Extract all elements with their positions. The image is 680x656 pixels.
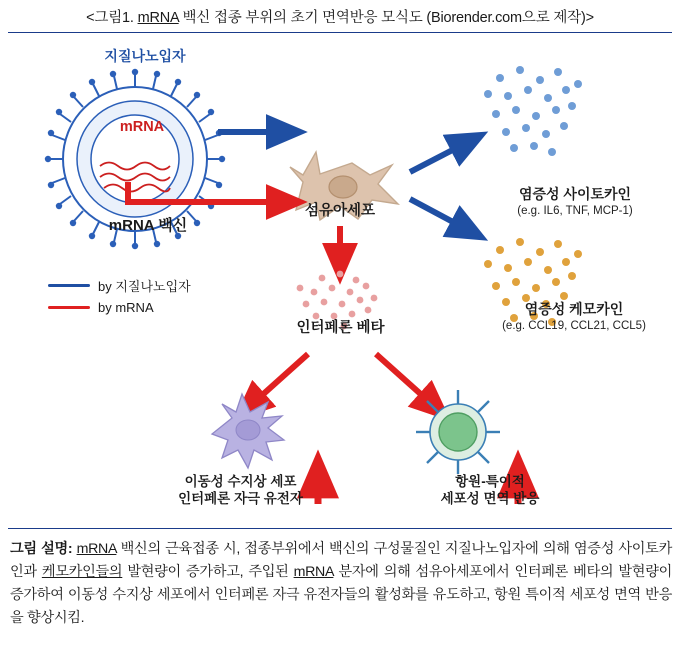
legend-label-mrna: by mRNA (98, 299, 154, 315)
dendritic-cell-label-line1: 이동성 수지상 세포 (184, 474, 297, 489)
cytokine-dots (484, 66, 582, 156)
dendritic-cell-graphic (212, 394, 284, 468)
arrow-interferon-to-dendritic-cell (250, 354, 308, 406)
divider-top (8, 32, 672, 33)
figure-title-bracket-open: < (86, 10, 95, 26)
chemokine-label: 염증성 케모카인 (524, 301, 624, 317)
legend-swatch-blue (48, 284, 90, 287)
diagram-canvas (0, 34, 680, 526)
legend-item-lnp (48, 274, 191, 296)
mrna-inner-label: mRNA (119, 119, 165, 135)
divider-bottom (8, 528, 672, 529)
figure-title (0, 6, 680, 27)
cytokine-examples: (e.g. IL6, TNF, MCP-1) (517, 204, 633, 217)
interferon-beta-label: 인터페론 베타 (296, 320, 385, 336)
figure-title-rest: 백신 접종 부위의 초기 면역반응 모식도 (Biorender.com으로 제작)> (182, 10, 594, 26)
legend-swatch-red (48, 306, 90, 309)
tcell-graphic (416, 390, 500, 474)
description-underline-2: 케모카인들의 (41, 564, 123, 580)
chemokine-examples: (e.g. CCL19, CCL21, CCL5) (502, 319, 646, 332)
arrow-interferon-to-tcell (376, 354, 434, 406)
legend (48, 274, 191, 318)
mrna-vaccine-label: mRNA 백신 (108, 217, 188, 234)
lipid-nanoparticle-label: 지질나노입자 (104, 48, 186, 64)
description-underline-3: mRNA (293, 564, 334, 580)
description-part-2: 백신의 근육접종 시, 접종부위에서 백신의 구성물질인 지질나노입자에 의해 염증성 사이토카인과 (10, 541, 672, 580)
arrow-fibroblast-to-cytokine (410, 142, 468, 172)
tcell-label-group (390, 474, 590, 508)
fibroblast-label: 섬유아세포 (304, 203, 376, 219)
tcell-label-line1: 항원-특이적 (455, 474, 525, 489)
chemokine-label-group (468, 301, 680, 333)
figure-title-mrna: mRNA (137, 10, 179, 26)
cytokine-label: 염증성 사이토카인 (518, 186, 632, 202)
description-underline-1: mRNA (76, 541, 117, 557)
description-part-4: 분자에 의해 섬유아세포에서 인터페론 베타의 발현량이 증가하여 이동성 수지상 세포에서 인터페론 자극 유전자들의 활성화를 유도하고, 항원 특이적 세포성 면역 반응을 향상시킴. (10, 564, 672, 626)
legend-item-mrna (48, 296, 191, 318)
figure-title-label: 그림1. (94, 10, 134, 26)
description-part-3: 발현량이 증가하고, 주입된 (122, 564, 294, 580)
figure-description (10, 538, 672, 630)
legend-label-lnp: by 지질나노입자 (98, 278, 191, 294)
dendritic-cell-label-group (128, 474, 353, 508)
cytokine-label-group (470, 186, 680, 218)
dendritic-cell-label-line2: 인터페론 자극 유전자 (178, 490, 303, 506)
description-label: 그림 설명: (10, 541, 73, 557)
tcell-label-line2: 세포성 면역 반응 (440, 490, 540, 506)
